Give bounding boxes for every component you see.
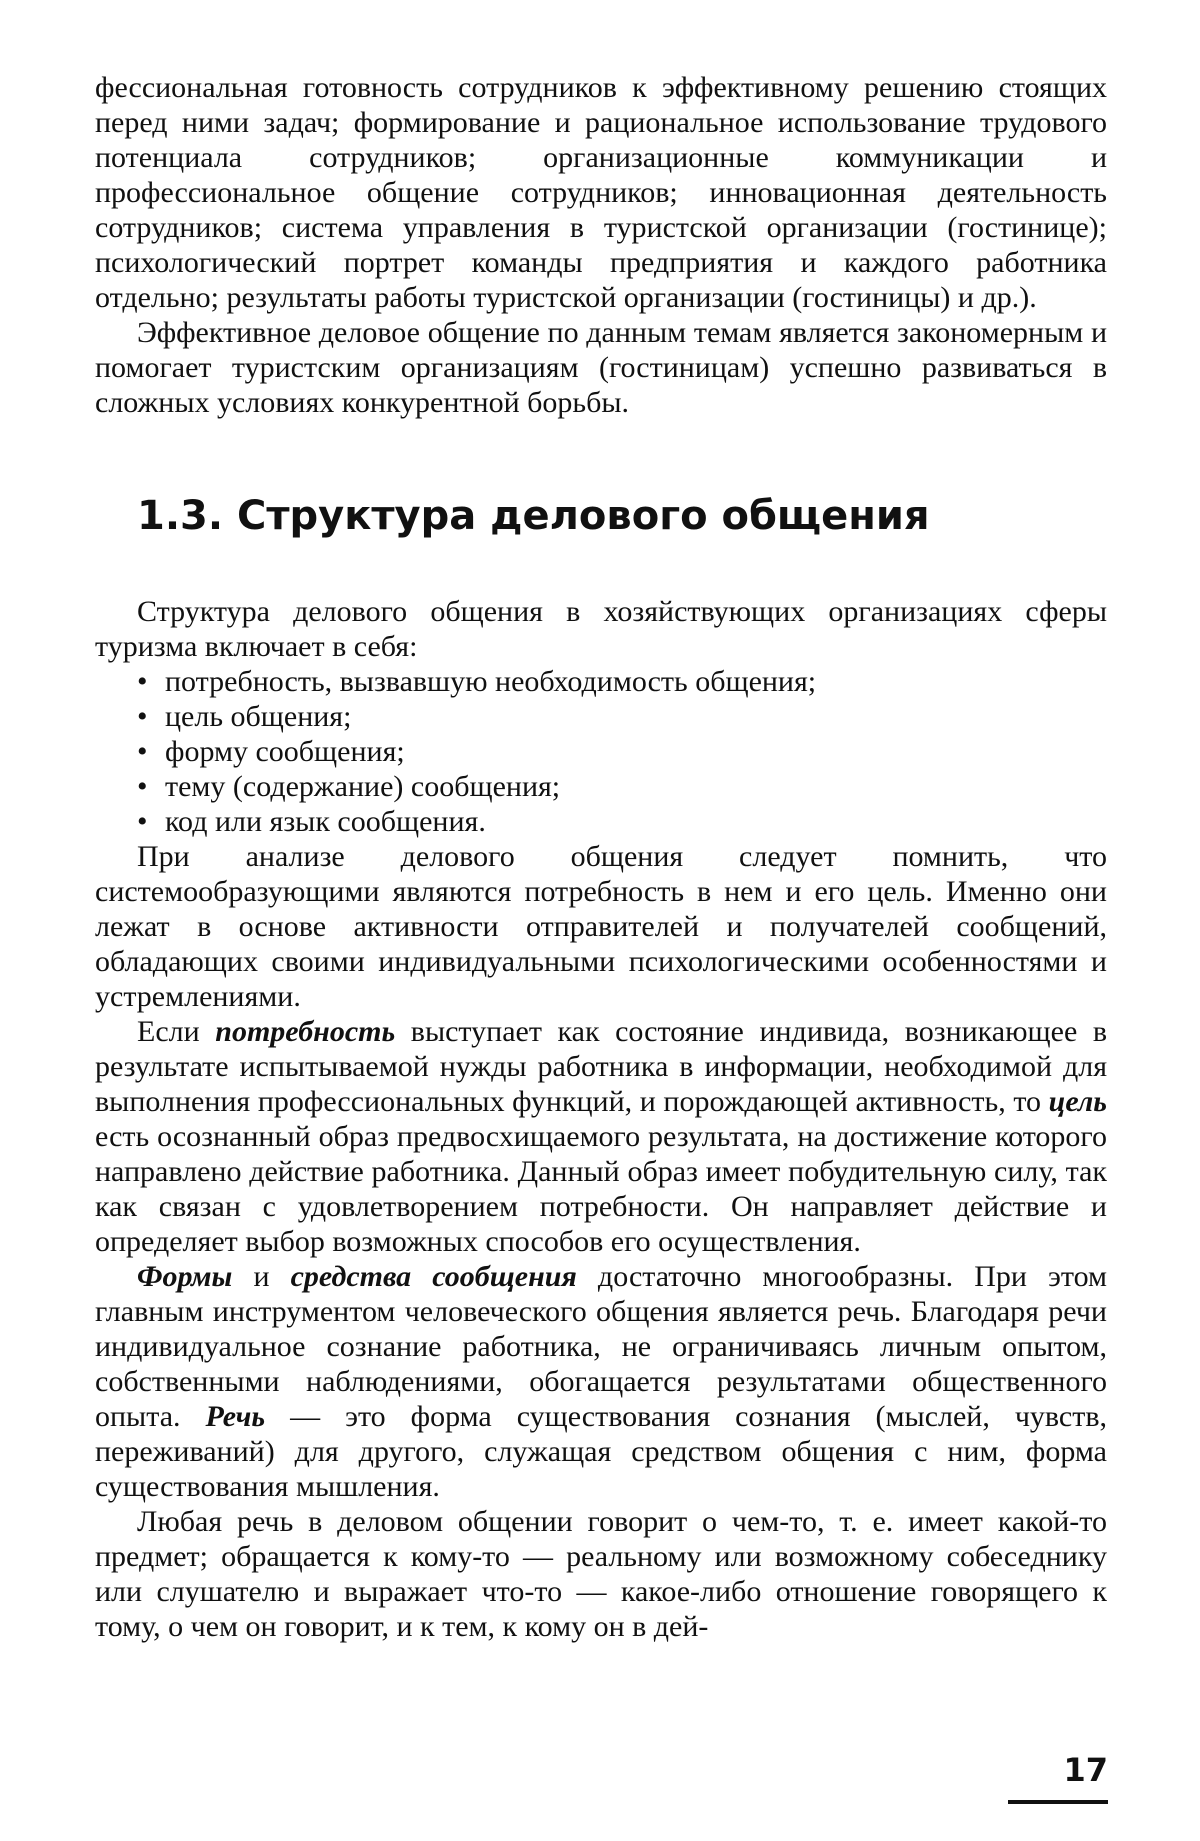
list-item — [137, 699, 1107, 734]
bullet-icon: • — [137, 805, 148, 838]
text-run: и — [232, 1260, 291, 1293]
bullet-icon: • — [137, 735, 148, 768]
list-item-text: потребность, вызвавшую необходимость общения; — [165, 665, 817, 698]
text-run: Если — [137, 1015, 216, 1048]
list-item-text: форму сообщения; — [165, 735, 405, 768]
list-item — [137, 804, 1107, 839]
paragraph-continuation: фессиональная готовность сотрудников к эффективному решению стоящих перед ними задач; формирование и рациональное использование трудового потенциала сотрудников; организационные коммуникации и профессиональное общение сотрудников; инновационная деятельность сотрудников; система управления в туристской организации (гостинице); психологический портрет команды предприятия и каждого работника отдельно; результаты работы туристской организации (гостиницы) и др.). — [95, 71, 1107, 314]
structure-bullet-list — [95, 664, 1107, 839]
bullet-icon: • — [137, 665, 148, 698]
paragraph-need-and-goal — [95, 1014, 1107, 1259]
term-need: потребность — [215, 1015, 396, 1048]
list-item-text: тему (содержание) сообщения; — [165, 770, 561, 803]
paragraph-analysis: При анализе делового общения следует помнить, что системообразующими являются потребность в нем и его цель. Именно они лежат в основе активности отправителей и получателей сообщений, обладающих своими индивидуальными психологическими особенностями и устремлениями. — [95, 840, 1107, 1013]
paragraph-forms-and-speech — [95, 1259, 1107, 1504]
bullet-icon: • — [137, 770, 148, 803]
text-run: — это форма существования сознания (мыслей, чувств, переживаний) для другого, служащая средством общения с ним, форма существования мышления. — [95, 1400, 1107, 1503]
list-item — [137, 734, 1107, 769]
text-run: достаточно многообразны. При этом главным инструментом человеческого общения является речь. Благодаря речи индивидуальное сознание работника, не ограничиваясь личным опытом, собственными наблюдениями, обогащается результатами общественного опыта. — [95, 1260, 1107, 1433]
page-body — [95, 70, 1107, 1644]
term-speech: Речь — [205, 1400, 266, 1433]
section-heading: 1.3. Структура делового общения — [137, 493, 930, 539]
bullet-icon: • — [137, 700, 148, 733]
page-number: 17 — [1008, 1748, 1108, 1804]
list-item — [137, 664, 1107, 699]
paragraph-structure-intro: Структура делового общения в хозяйствующих организациях сферы туризма включает в себя: — [95, 595, 1107, 663]
text-run: есть осознанный образ предвосхищаемого результата, на достижение которого направлено действие работника. Данный образ имеет побудительную силу, так как связан с удовлетворением потребности. Он направляет действие и определяет выбор возможных способов его осуществления. — [95, 1120, 1107, 1258]
list-item-text: цель общения; — [165, 700, 352, 733]
list-item-text: код или язык сообщения. — [165, 805, 486, 838]
paragraph-any-speech: Любая речь в деловом общении говорит о чем-то, т. е. имеет какой-то предмет; обращается к кому-то — реальному или возможному собеседнику или слушателю и выражает что-то — какое-либо отношение говорящего к тому, о чем он говорит, и к тем, к кому он в дей- — [95, 1505, 1107, 1643]
list-item — [137, 769, 1107, 804]
term-means: средства сообщения — [290, 1260, 577, 1293]
term-goal: цель — [1048, 1085, 1107, 1118]
paragraph-effective-communication: Эффективное деловое общение по данным темам является закономерным и помогает туристским организациям (гостиницам) успешно развиваться в сложных условиях конкурентной борьбы. — [95, 316, 1107, 419]
text-run: выступает как состояние индивида, возникающее в результате испытываемой нужды работника в информации, необходимой для выполнения профессиональных функций, и порождающей активность, то — [95, 1015, 1108, 1118]
term-forms: Формы — [137, 1260, 233, 1293]
